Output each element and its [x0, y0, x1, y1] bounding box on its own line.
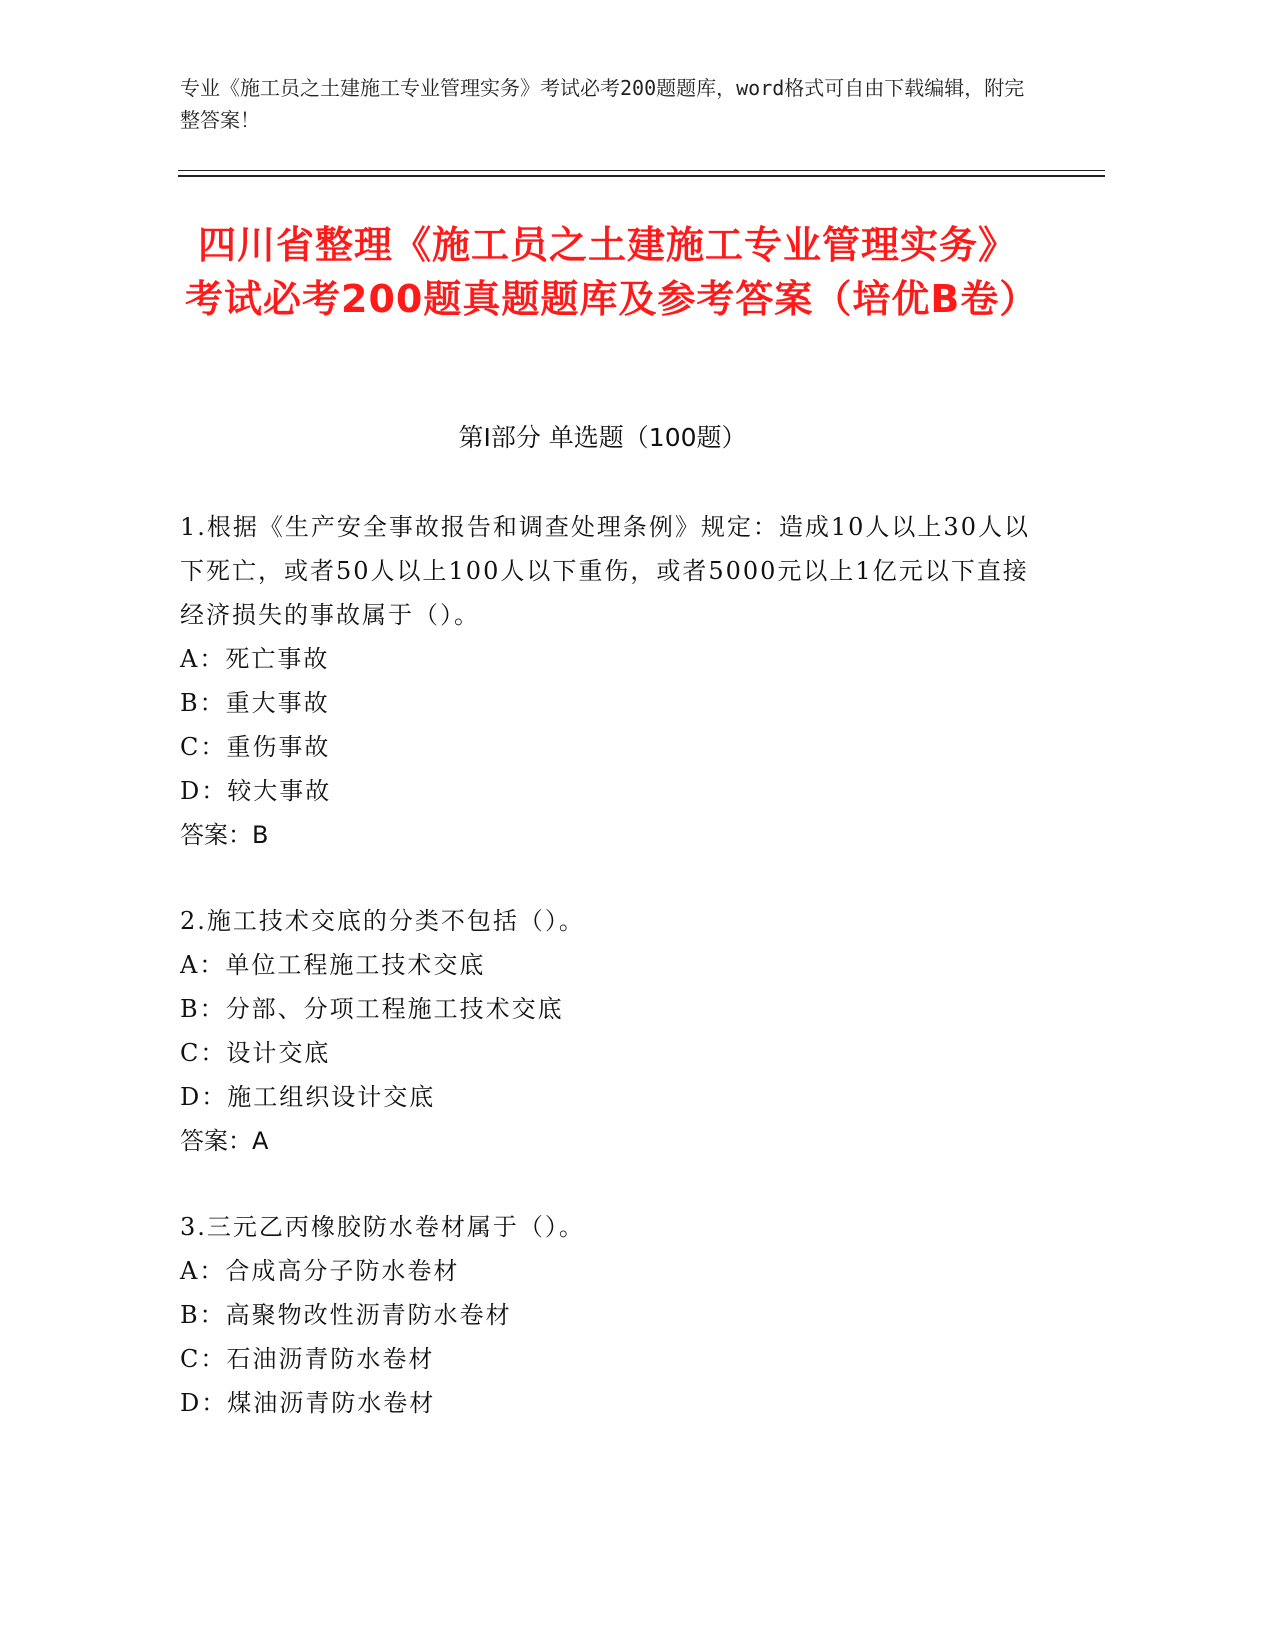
option-b: B：高聚物改性沥青防水卷材 [180, 1301, 512, 1329]
question-stem: 2.施工技术交底的分类不包括（）。 [180, 907, 585, 935]
question-2 [180, 899, 1040, 1163]
option-c: C：设计交底 [180, 1039, 331, 1067]
option-d: D：煤油沥青防水卷材 [180, 1389, 436, 1417]
question-stem: 1.根据《生产安全事故报告和调查处理条例》规定：造成10人以上30人以下死亡，或者50人以上100人以下重伤，或者5000元以上1亿元以下直接经济损失的事故属于（）。 [180, 513, 1030, 629]
question-stem: 3.三元乙丙橡胶防水卷材属于（）。 [180, 1213, 585, 1241]
answer-line: 答案：B [180, 821, 269, 849]
section-heading: 第Ⅰ部分 单选题（100题） [458, 423, 747, 452]
option-a: A：单位工程施工技术交底 [180, 951, 486, 979]
option-d: D：施工组织设计交底 [180, 1083, 436, 1111]
option-c: C：重伤事故 [180, 733, 331, 761]
option-a: A：合成高分子防水卷材 [180, 1257, 460, 1285]
document-title: 四川省整理《施工员之土建施工专业管理实务》考试必考200题真题题库及参考答案（培优B卷） [185, 223, 1039, 321]
answer-line: 答案：A [180, 1127, 269, 1155]
question-list [180, 505, 1040, 1467]
question-1 [180, 505, 1040, 857]
header-divider-thin [178, 170, 1105, 171]
header-divider-thick [178, 175, 1105, 177]
header-note: 专业《施工员之土建施工专业管理实务》考试必考200题题库，word格式可自由下载编辑，附完整答案！ [180, 76, 1025, 132]
option-d: D：较大事故 [180, 777, 332, 805]
option-c: C：石油沥青防水卷材 [180, 1345, 435, 1373]
question-3 [180, 1205, 1040, 1425]
option-a: A：死亡事故 [180, 645, 330, 673]
option-b: B：重大事故 [180, 689, 330, 717]
option-b: B：分部、分项工程施工技术交底 [180, 995, 564, 1023]
